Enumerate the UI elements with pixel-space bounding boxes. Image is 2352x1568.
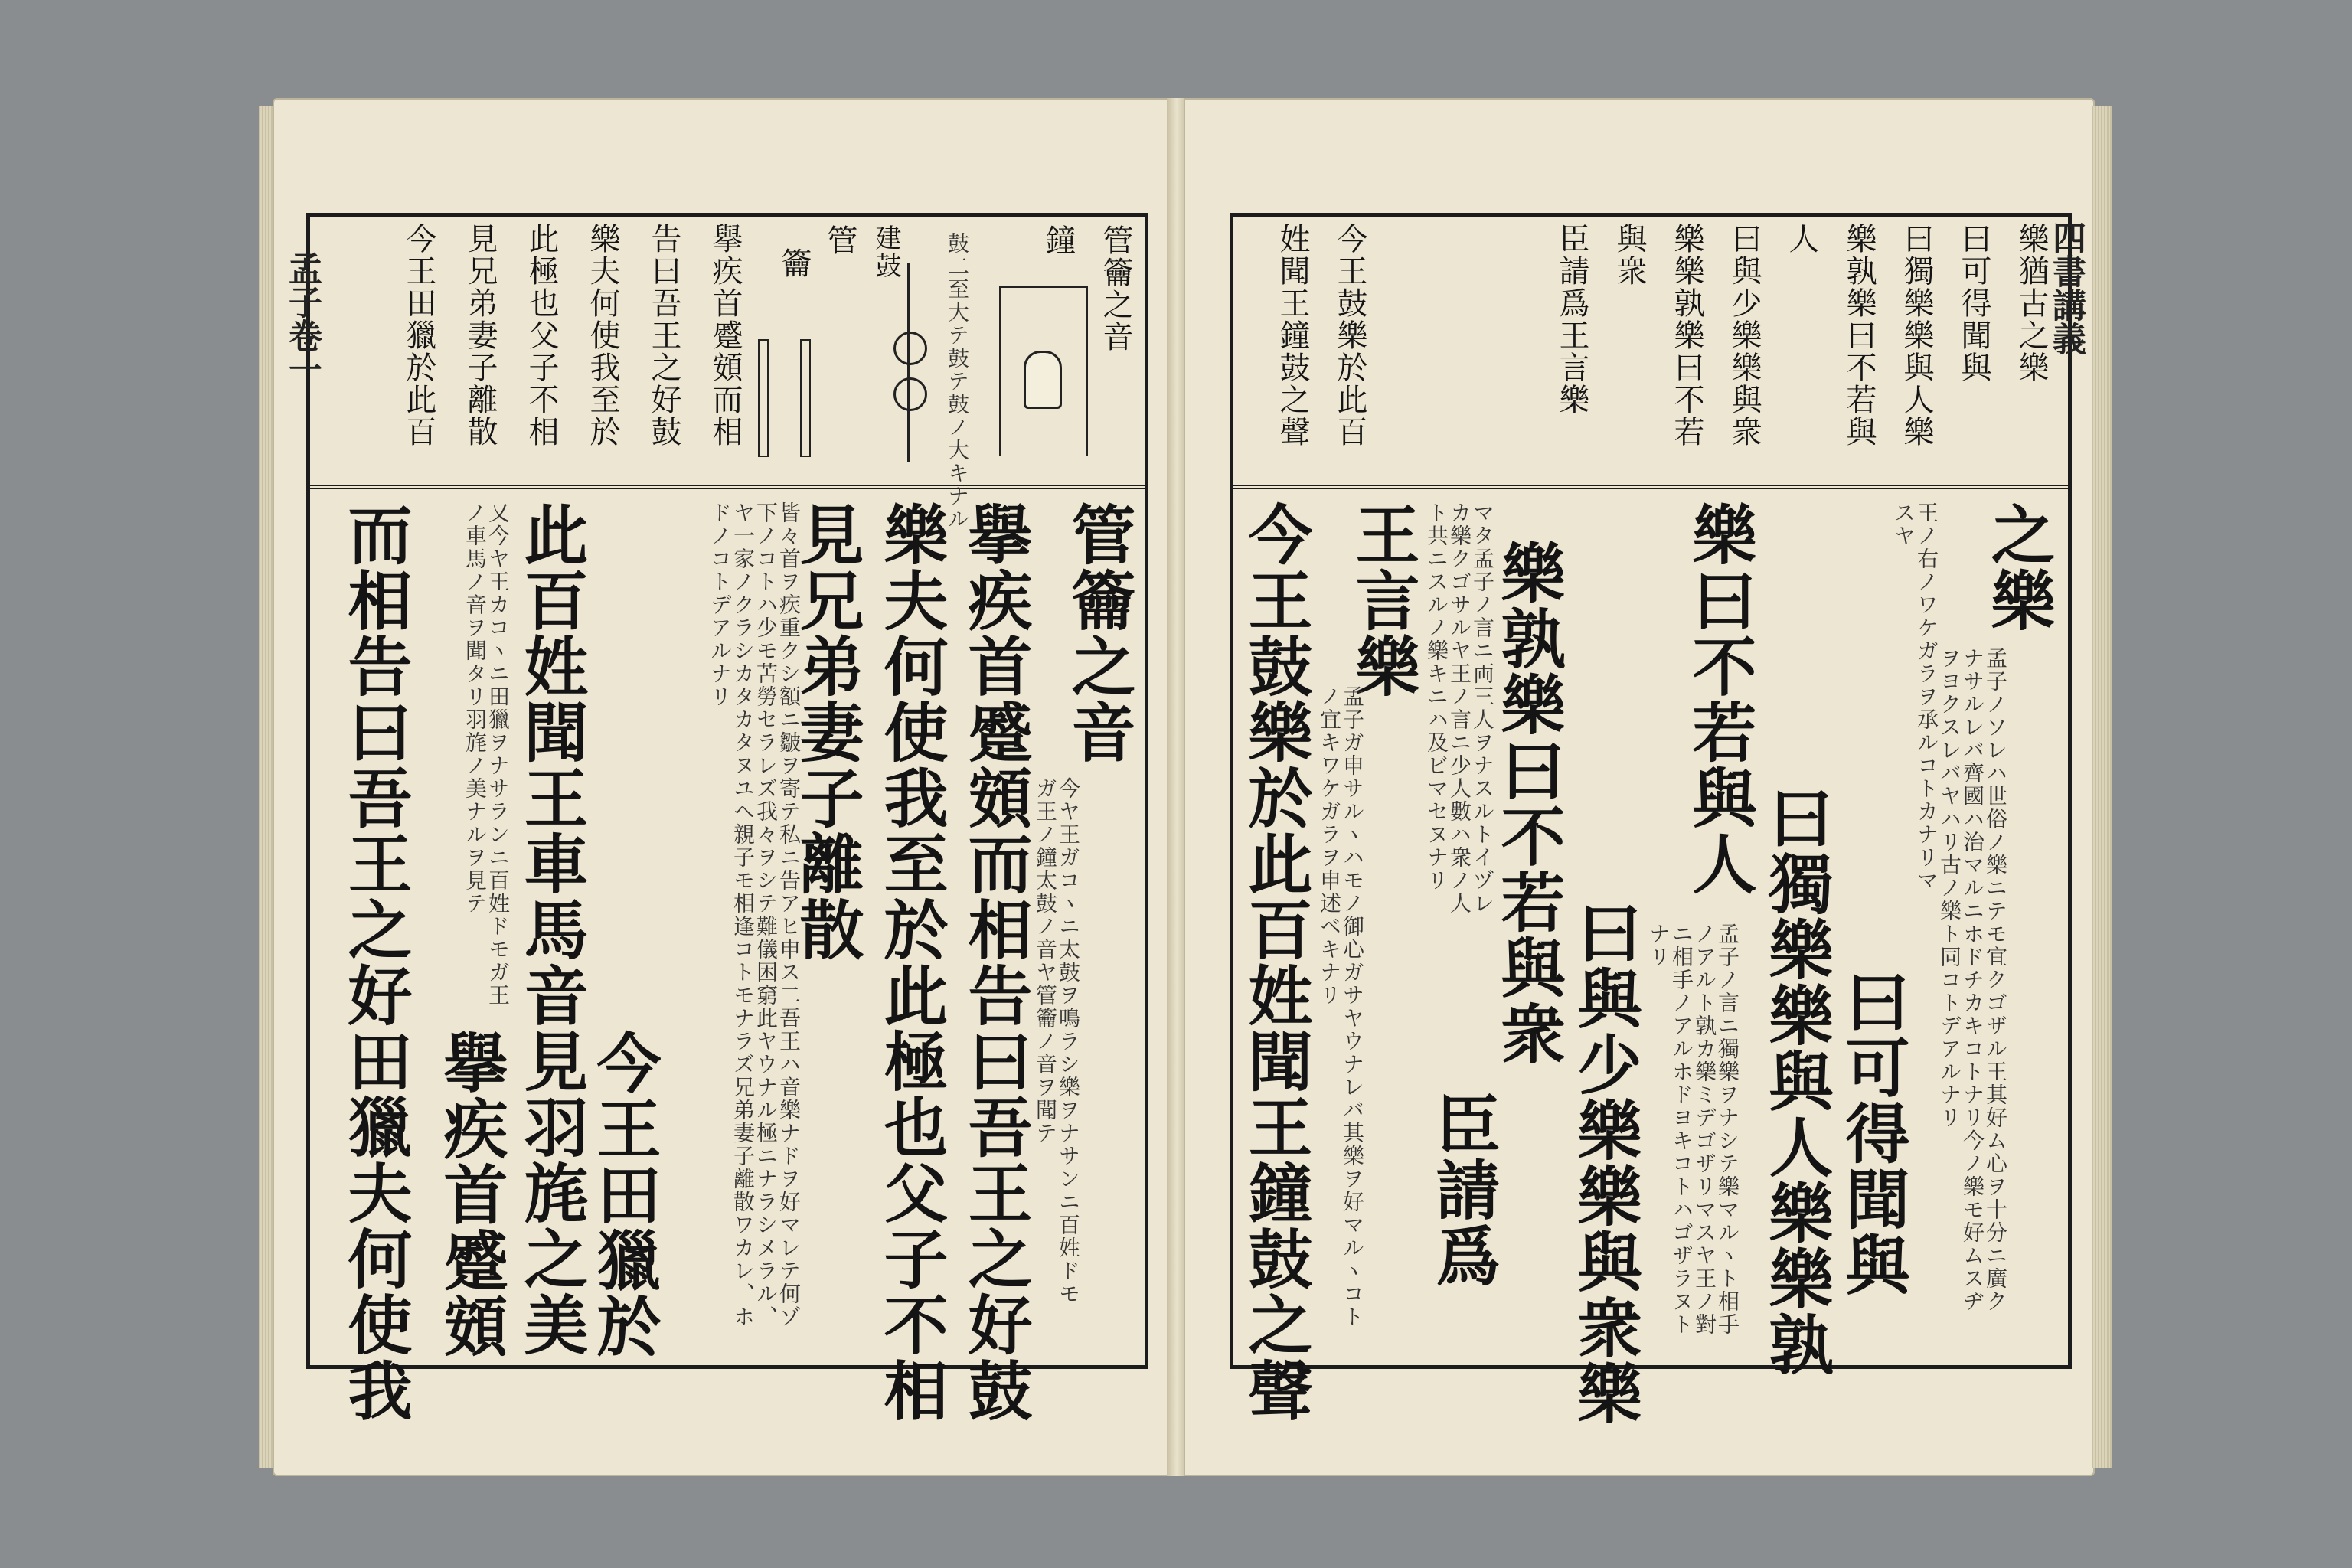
r-lower-col-1-gloss: 孟子ノソレハ世俗ノ樂ニテモ宜クゴザル王其好ム心ヲ十分ニ廣クナサルレバ齊國ハ治マルニホドチカキコトナリ今ノ樂モ好ムスヂヲヨクスレバヤハリ古ノ樂ト同コトデアルナリ	[1937, 647, 2008, 1313]
r-lower-col-9-big: 今王鼓樂於此百姓聞王鐘鼓之聲	[1238, 501, 1314, 1423]
r-lower-col-3-big: 曰獨樂樂與人樂樂孰	[1759, 785, 1834, 1377]
r-lower-col-4-big: 樂曰不若與人	[1682, 501, 1758, 897]
r-upper-col-7: 樂樂孰樂曰不若	[1669, 223, 1704, 448]
r-lower-col-7-big: 臣請爲	[1426, 1091, 1501, 1289]
pipe-label-2: 籥	[776, 247, 812, 279]
r-upper-col-8: 與衆	[1612, 223, 1647, 287]
right-page	[1184, 98, 2095, 1476]
upper-col-1: 擧疾首蹙頞而相	[707, 223, 743, 448]
r-lower-col-8-gloss: 孟子ガ申サルヽハモノ御心ガサヤウナレバ其樂ヲ好マルヽコトノ宜キワケガラヲ申述ベキナリ	[1317, 685, 1365, 1328]
r-upper-col-5: 人	[1784, 223, 1819, 255]
r-upper-col-4: 樂孰樂曰不若與	[1841, 223, 1877, 448]
r-upper-col-3: 曰獨樂樂與人樂	[1899, 223, 1934, 448]
left-page-frame	[306, 213, 1148, 1423]
r-upper-col-1: 樂猶古之樂	[2014, 223, 2049, 384]
right-lower-register	[1233, 494, 2068, 1426]
r-lower-col-5-big: 曰與少樂樂與衆樂	[1567, 900, 1643, 1426]
r-lower-col-1-big: 之樂	[1981, 501, 2056, 633]
lower-col-5-big: 今王田獵於	[586, 1030, 662, 1359]
pipe-label-1: 管	[822, 224, 858, 256]
upper-col-6: 今王田獵於此百	[401, 223, 436, 448]
drum-icon-2	[893, 377, 927, 411]
open-book	[273, 98, 2095, 1476]
left-lower-register	[310, 494, 1145, 1423]
upper-col-2: 告曰吾王之好鼓	[646, 223, 681, 448]
lower-col-3-big: 樂夫何使我至於此極也父子不相	[874, 501, 949, 1423]
r-upper-col-2: 曰可得聞與	[1956, 223, 1991, 384]
r-upper-col-6: 曰與少樂樂與衆	[1726, 223, 1762, 448]
lower-col-2-big: 擧疾首蹙頞而相告曰吾王之好鼓	[958, 501, 1034, 1423]
r-upper-col-10: 今王鼓樂於此百	[1332, 223, 1367, 448]
left-page	[273, 98, 1168, 1476]
r-lower-col-6-big: 樂孰樂曰不若與衆	[1491, 540, 1566, 1067]
bell-icon	[1024, 351, 1062, 409]
lower-col-7-big: 擧疾首蹙頞	[433, 1030, 509, 1359]
drum-note: 鼓二至大テ鼓テ鼓ノ大キナル	[945, 232, 970, 531]
drum-icon	[893, 332, 927, 365]
bell-label: 鐘	[1040, 224, 1076, 256]
right-margin-label: 四書講義	[2047, 220, 2086, 355]
upper-col-5: 見兄弟妻子離散	[462, 223, 498, 448]
r-upper-col-11: 姓聞王鐘鼓之聲	[1275, 223, 1310, 448]
r-lower-col-8-big: 王言樂	[1345, 501, 1421, 699]
right-page-frame	[1230, 213, 2072, 1426]
upper-col-3: 樂夫何使我至於	[585, 223, 620, 448]
r-lower-col-2-gloss: 王ノ右ノワケガラヲ承ルコトカナリマスヤ	[1891, 501, 1939, 892]
lower-col-6-gloss: 又今ヤ王カコヽニ田獵ヲナサランニ百姓ドモガ王ノ車馬ノ音ヲ聞タリ羽旄ノ美ナルヲ見テ	[462, 501, 511, 1007]
r-lower-col-2-big: 曰可得聞與	[1835, 969, 1911, 1298]
upper-col-4: 此極也父子不相	[524, 223, 559, 448]
r-lower-col-4-gloss: 孟子ノ言ニ獨樂ヲナシテ樂マルヽト相手ノアルト孰カ樂ミデゴザリマスヤ王ノ對ニ相手ノアルホドヨキコトハゴザラヌトナリ	[1646, 923, 1740, 1336]
r-lower-col-6-gloss: マタ孟子ノ言ニ両三人ヲナスルトイヅレカ樂クゴサルヤ王ノ言ニ少人數ハ衆ノ人ト共ニスルノ樂キニハ及ビマセヌナリ	[1424, 501, 1495, 915]
left-margin-label: 孟子卷一	[283, 251, 322, 386]
lower-col-4-gloss: 皆々首ヲ疾重クシ額ニ皺ヲ寄テ私ニ告アヒ申ス二吾王ハ音樂ナドヲ好マレテ何ゾ下ノコトハ少モ苦勞セラレズ我々ヲシテ難儀困窮此ヤウナル極ニナラシメラル、ヤ一家ノクラシカタカタヌユヘ親子モ相逢コトモナラズ兄弟妻子離散ワカレ、ホドノコトデアルナリ	[707, 501, 802, 1328]
r-upper-col-9: 臣請爲王言樂	[1554, 223, 1589, 416]
lower-col-1-big: 管籥之音	[1061, 501, 1137, 765]
pipe-icon	[800, 339, 811, 457]
drum-label: 建鼓	[871, 224, 901, 279]
page-edges-right	[2092, 106, 2112, 1468]
left-upper-register	[310, 217, 1145, 531]
lower-col-8-big: 而相告曰吾王之好田獵夫何使我	[338, 501, 413, 1423]
lower-col-4-big: 見兄弟妻子離散	[789, 501, 865, 962]
flute-icon	[758, 339, 769, 457]
right-upper-register	[1233, 217, 2068, 489]
lower-col-6-big: 此百姓聞王車馬音見羽旄之美	[514, 501, 590, 1357]
lower-col-1-gloss: 今ヤ王ガコヽニ太鼓ヲ鳴ラシ樂ヲナサンニ百姓ドモガ王ノ鐘太鼓ノ音ヤ管籥ノ音ヲ聞テ	[1033, 777, 1081, 1305]
upper-title: 管籥之音	[1098, 224, 1133, 353]
